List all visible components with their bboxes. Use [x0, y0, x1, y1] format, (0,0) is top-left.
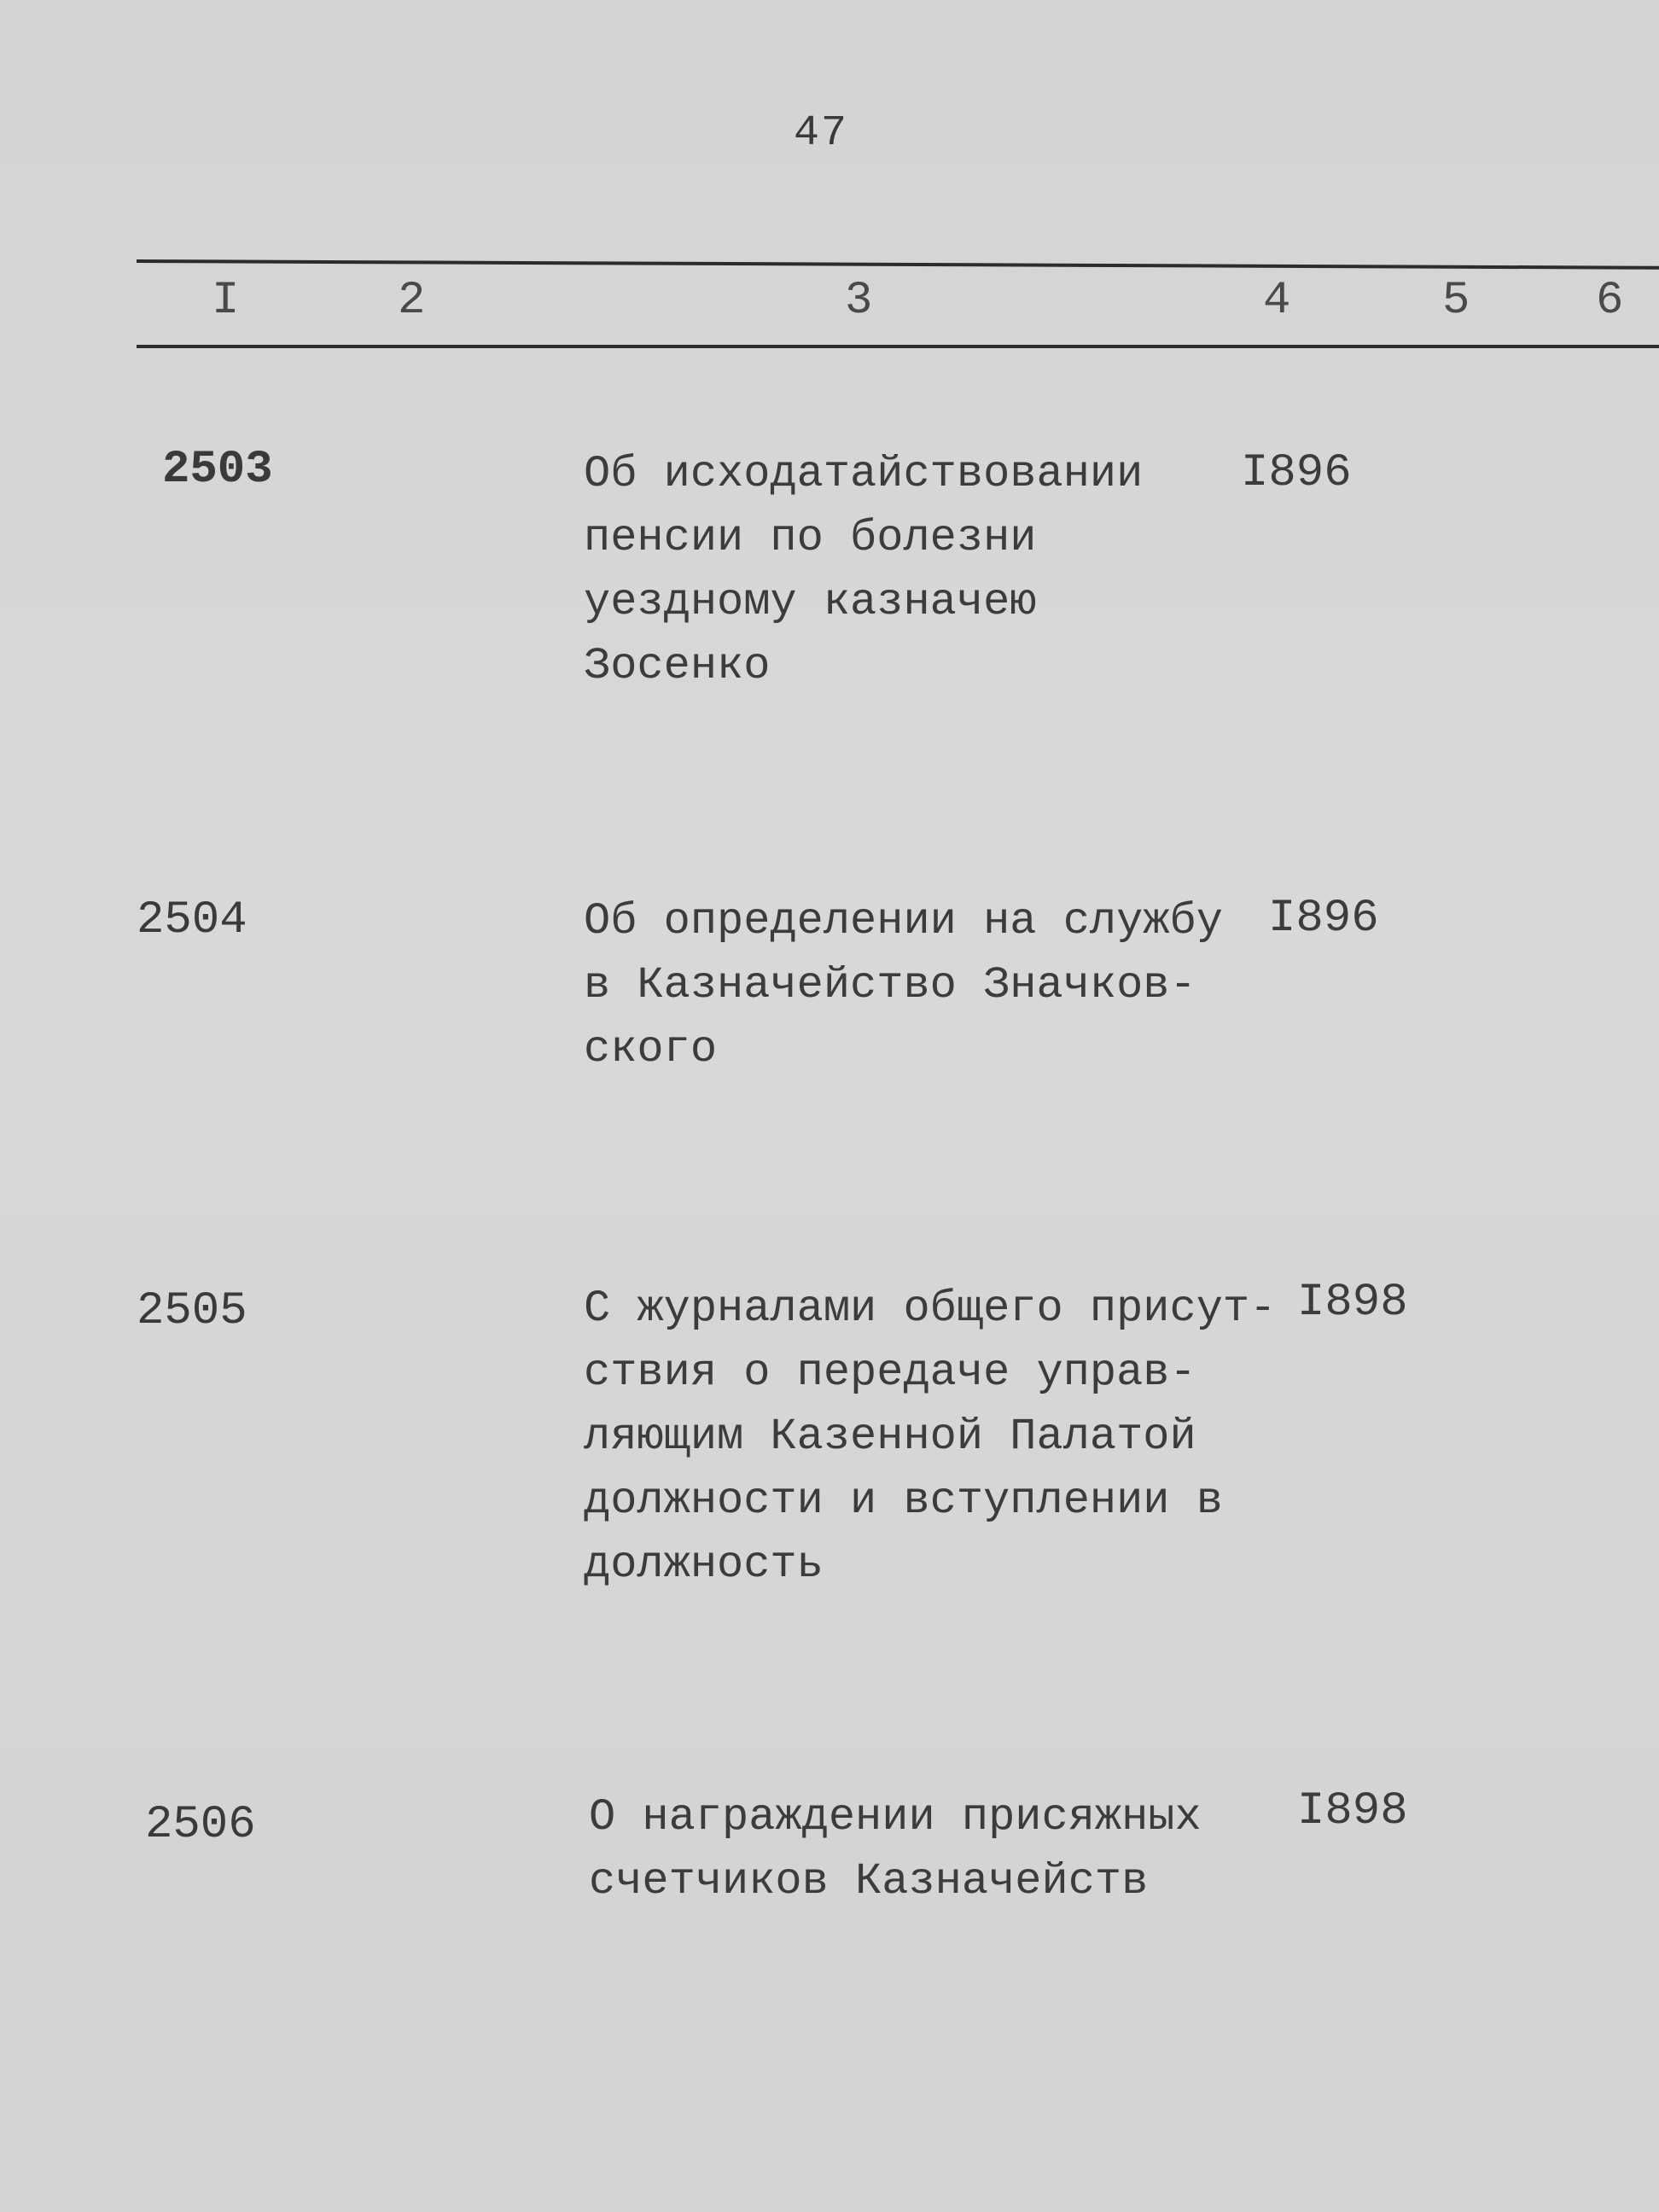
column-header-4: 4	[1263, 275, 1291, 327]
entry-description: С журналами общего присут- ствия о передаче управ- ляющим Казенной Палатой должности и вступлении в должность	[584, 1284, 1277, 1590]
page-number: 47	[794, 109, 849, 158]
entry-description: О награждении присяжных счетчиков Казначейств	[589, 1792, 1202, 1906]
table-header-top-rule	[137, 259, 1659, 270]
column-header-2: 2	[398, 275, 426, 327]
table-header-bottom-rule	[137, 345, 1659, 348]
entry-number: 2506	[145, 1799, 256, 1851]
entry-number: 2504	[137, 894, 247, 946]
column-header-1: I	[212, 275, 240, 327]
column-header-3: 3	[845, 275, 873, 327]
column-header-6: 6	[1596, 275, 1624, 327]
entry-year: I896	[1268, 893, 1379, 945]
entry-year: I898	[1297, 1785, 1408, 1837]
entry-number: 2503	[162, 444, 273, 496]
entry-description: Об определении на службу в Казначейство Значков- ского	[584, 896, 1223, 1074]
entry-year: I896	[1241, 447, 1352, 499]
entry-number: 2505	[137, 1285, 247, 1337]
column-header-5: 5	[1442, 275, 1470, 327]
entry-year: I898	[1297, 1277, 1408, 1329]
entry-description: Об исходатайствовании пенсии по болезни уездному казначею Зосенко	[584, 449, 1144, 691]
